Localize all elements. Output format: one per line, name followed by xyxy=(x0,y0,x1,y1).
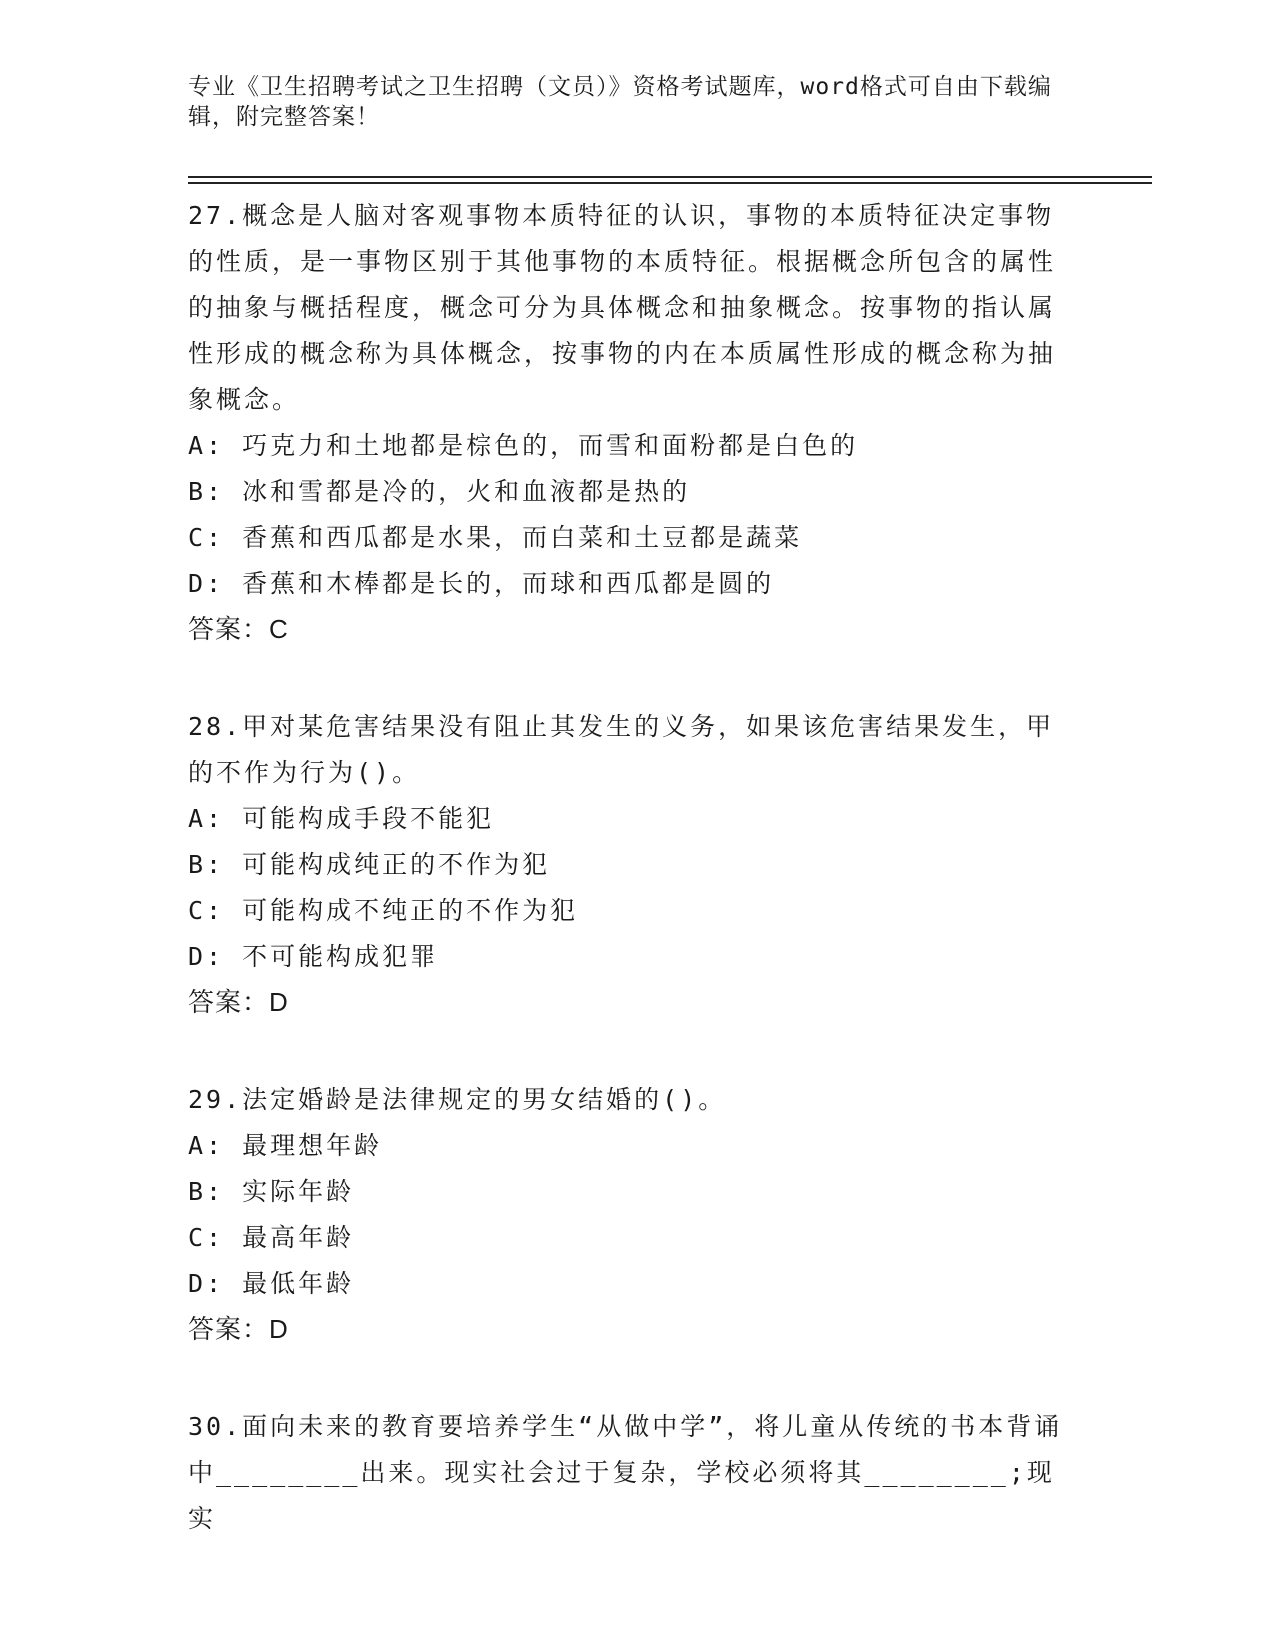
option-b: B: 冰和雪都是冷的，火和血液都是热的 xyxy=(188,477,691,506)
option-a: A: 最理想年龄 xyxy=(188,1131,383,1160)
option-a: A: 可能构成手段不能犯 xyxy=(188,804,495,833)
document-header: 专业《卫生招聘考试之卫生招聘（文员）》资格考试题库，word格式可自由下载编辑，附完整答案！ xyxy=(188,74,1052,130)
question-27 xyxy=(188,193,1078,651)
answer-line: 答案：C xyxy=(188,614,289,644)
question-list xyxy=(188,193,1078,1595)
option-c: C: 香蕉和西瓜都是水果，而白菜和土豆都是蔬菜 xyxy=(188,523,803,552)
option-c: C: 最高年龄 xyxy=(188,1223,355,1252)
header-divider-top xyxy=(188,176,1152,178)
question-stem: 28.甲对某危害结果没有阻止其发生的义务，如果该危害结果发生，甲的不作为行为()。 xyxy=(188,712,1055,787)
option-d: D: 不可能构成犯罪 xyxy=(188,942,439,971)
question-29 xyxy=(188,1077,1078,1351)
question-30 xyxy=(188,1404,1078,1542)
question-stem: 30.面向未来的教育要培养学生“从做中学”，将儿童从传统的书本背诵中________出来。现实社会过于复杂，学校必须将其________;现实 xyxy=(188,1412,1063,1533)
option-d: D: 最低年龄 xyxy=(188,1269,355,1298)
question-28 xyxy=(188,704,1078,1024)
option-a: A: 巧克力和土地都是棕色的，而雪和面粉都是白色的 xyxy=(188,431,859,460)
header-divider-bottom xyxy=(188,182,1152,184)
question-stem: 27.概念是人脑对客观事物本质特征的认识，事物的本质特征决定事物的性质，是一事物区别于其他事物的本质特征。根据概念所包含的属性的抽象与概括程度，概念可分为具体概念和抽象概念。按事物的指认属性形成的概念称为具体概念，按事物的内在本质属性形成的概念称为抽象概念。 xyxy=(188,201,1057,414)
answer-line: 答案：D xyxy=(188,1314,289,1344)
question-stem: 29.法定婚龄是法律规定的男女结婚的()。 xyxy=(188,1085,727,1114)
option-c: C: 可能构成不纯正的不作为犯 xyxy=(188,896,579,925)
option-b: B: 实际年龄 xyxy=(188,1177,355,1206)
option-b: B: 可能构成纯正的不作为犯 xyxy=(188,850,551,879)
answer-line: 答案：D xyxy=(188,987,289,1017)
option-d: D: 香蕉和木棒都是长的，而球和西瓜都是圆的 xyxy=(188,569,775,598)
